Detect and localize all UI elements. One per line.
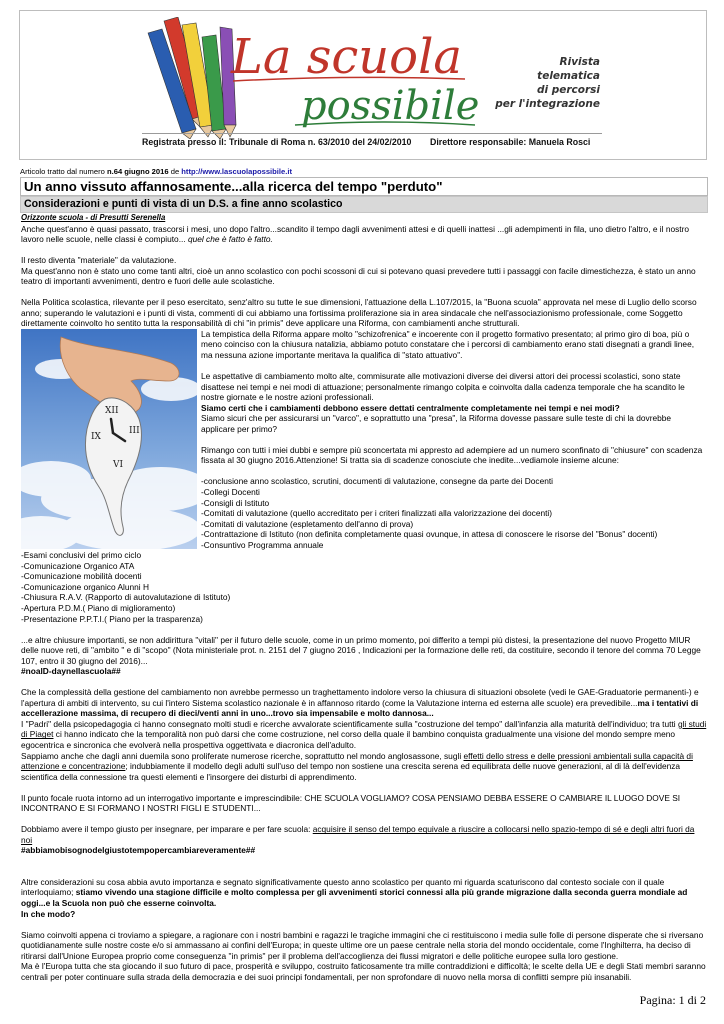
article-subtitle-bar	[20, 196, 708, 213]
logo-wordmark	[225, 15, 485, 145]
paragraph	[21, 224, 707, 245]
list-item: -Consigli di Istituto	[201, 497, 270, 508]
text: Sappiamo anche che dagli anni duemila sono proliferate numerose ricerche, soprattutto nel mondo anglosassone, sugli	[21, 750, 464, 761]
article-body	[21, 213, 707, 982]
list-item: -Comitati di valutazione (quello accreditato per i criteri finalizzati alla valorizzazione dei docenti)	[201, 508, 553, 519]
masthead-divider	[142, 133, 602, 134]
logo-line1: La scuola	[231, 29, 463, 85]
text-italic: quel che è fatto è fatto.	[187, 234, 273, 245]
svg-text:VI: VI	[113, 459, 124, 470]
paragraph	[21, 687, 707, 719]
paragraph	[21, 824, 707, 845]
list-item: -Comunicazione mobilità docenti	[21, 571, 142, 582]
paragraph: Rimango con tutti i miei dubbi e sempre più sconcertata mi appresto ad adempiere ad un numero sconfinato di "chiusure" con scadenza fissata al 30 giugno 2016.Attenzione! Si tratta sia di scadenze conosciute che inedite...vediamole insieme alcune:	[201, 444, 703, 466]
article-author: Orizzonte scuola - di Presutti Serenella	[21, 213, 166, 222]
hashtag: #abbiamobisognodelgiustotempopercambiareveramente##	[21, 845, 256, 856]
source-mid: de	[170, 167, 180, 176]
article-subtitle: Considerazioni e punti di vista di un D.S. a fine anno scolastico	[24, 198, 343, 210]
paragraph-bold: In che modo?	[21, 908, 76, 919]
source-line	[20, 167, 292, 176]
list-item: -Esami conclusivi del primo ciclo	[21, 550, 142, 561]
director-text: Direttore responsabile: Manuela Rosci	[430, 137, 591, 147]
list-item: -Contrattazione di Istituto (non definita completamente quasi ovunque, in attesa di conoscere le risorse del "Bonus" docenti)	[201, 529, 658, 540]
text: ci hanno indicato che la temporalità non può darsi che come costruzione, nel corso della quale il bambino conquista gradualmente una visione del mondo sempre meno egocentrica e sincronica che evolverà nella prospettiva oggettivata e diacronica dell'adulto.	[21, 729, 676, 751]
source-prefix: Articolo tratto dal numero	[20, 167, 105, 176]
list-item: -Presentazione P.P.T.I.( Piano per la trasparenza)	[21, 613, 203, 624]
paragraph	[21, 877, 707, 909]
paragraph: ...e altre chiusure importanti, se non addirittura "vitali" per il futuro delle scuole, come in un primo momento, poi differito a tempi più distesi, la presentazione del nuovo Progetto MIUR delle nuove reti, di "ambito " e di "scopo" (Nota ministeriale prot. n. 2151 del 7 giugno 2016 , Indicazioni per la formazione delle reti, da costituire, secondo il tenore del comma 70 Legge 107, entro il 30 giugno del 2016)...	[21, 634, 701, 666]
subtitle-line: Rivista	[559, 56, 600, 68]
paragraph: Il resto diventa "materiale" da valutazione.	[21, 255, 177, 266]
paragraph: Siamo coinvolti appena ci troviamo a spiegare, a ragionare con i nostri bambini e ragazzi le tragiche immagini che ci restituiscono i media sulle folle di persone disperate che si riversano quotidianamente sulle nostre coste e/o si ammassano ai confini dell'Europa; in queste ultime ore un paese centrale nella storia del mondo occidentale, come l'Inghilterra, ha deciso di ritirarsi dall'Unione Europea proprio come conseguenza "in primis" per il problema dell'accoglienza dei flussi migratori e delle politiche europee sulla loro gestione.	[21, 929, 704, 961]
text: Anche quest'anno è quasi passato, trascorsi i mesi, uno dopo l'altro...scandito il tempo dagli avvenimenti attesi e di quelli inattesi ...gli adempimenti in fila, uno dietro l'altro, e il nostro lavoro nelle scuole, nelle classi è compiuto...	[21, 223, 690, 245]
source-link[interactable]: http://www.lascuolapossibile.it	[181, 167, 292, 176]
melting-clock-image	[21, 329, 197, 549]
paragraph	[21, 751, 707, 783]
logo-line2: possibile	[301, 83, 480, 129]
text: I "Padri" della psicopedagogia ci hanno consegnato molti studi e ricerche avvalorate scientificamente sulla "costruzione del tempo" dall'infanzia alla maturità dell'individuo; tra tutti	[21, 718, 678, 729]
text: Dobbiamo avere il tempo giusto per insegnare, per imparare e per fare scuola:	[21, 824, 313, 835]
list-item: -Comitati di valutazione (espletamento dell'anno di prova)	[201, 518, 414, 529]
paragraph: La tempistica della Riforma appare molto "schizofrenica" e incoerente con il progetto formativo presentato; al primo giro di boa, più o meno coinciso con la chiusura natalizia, abbiamo potuto constatare che i percorsi di cambiamento erano stati disegnati a grandi linee, ma nessuna azione importante meritava la qualifica di "stato attuativo".	[201, 328, 695, 361]
source-issue: n.64 giugno 2016	[106, 167, 169, 176]
svg-text:XII: XII	[105, 405, 119, 416]
list-item: -Comunicazione organico Alunni H	[21, 581, 150, 592]
time-sense-link[interactable]: acquisire il senso del tempo equivale a riuscire a collocarsi nello spazio-tempo di sé e degli altri fuori da noi	[21, 824, 695, 845]
subtitle-line: telematica	[537, 70, 600, 82]
list-item: -Apertura P.D.M.( Piano di miglioramento)	[21, 603, 176, 613]
list-item: -conclusione anno scolastico, scrutini, documenti di valutazione, consegne da parte dei Docenti	[201, 476, 554, 487]
hashtag: #noalD-daynellascuola##	[21, 666, 121, 677]
text: ; indubbiamente il modello degli adulti sull'uso del tempo non sostiene una crescita serena ed equilibrata delle nuove generazioni, al di là dell'evidenza scientifica della connessione tra questi elementi e l'insorgere dei disturbi di apprendimento.	[21, 761, 681, 782]
paragraph-bold: Siamo certi che i cambiamenti debbono essere dettati centralmente completamente nei tempi e nei modi?	[201, 402, 620, 413]
list-item: -Consuntivo Programma annuale	[201, 539, 324, 550]
list-item: -Collegi Docenti	[201, 486, 260, 497]
list-item: -Chiusura R.A.V. (Rapporto di autovalutazione di Istituto)	[21, 592, 231, 603]
svg-text:IX: IX	[91, 431, 101, 442]
subtitle-line: per l'integrazione	[495, 98, 600, 110]
stress-research-link[interactable]: effetti dello stress e delle pressioni ambientali sulla capacità di attenzione e concentrazione	[21, 750, 693, 772]
text-bold: stiamo vivendo una stagione difficile e molto complessa per gli avvenimenti storici connessi alla più grande migrazione dalla seconda guerra mondiale ad oggi...e la Scuola non può che esserne coinvolta.	[21, 887, 688, 909]
paragraph	[21, 719, 707, 751]
piaget-link[interactable]: gli studi di Piaget	[21, 718, 707, 740]
page-counter: Pagina: 1 di 2	[639, 993, 706, 1007]
paragraph: Il punto focale ruota intorno ad un interrogativo importante e imprescindibile: CHE SCUOLA VOGLIAMO? COSA PENSIAMO DEBBA ESSERE O CAMBIARE IL LUOGO DOVE SI INCONTRANO E SI FORMANO I NOSTRI FIGLI E STUDENTI...	[21, 792, 681, 814]
paragraph: Siamo sicuri che per assicurarsi un "varco", e soprattutto una "presa", la Riforma dovesse passare sulle teste di chi la dovrebbe applicare per primo?	[201, 413, 672, 434]
article-title-bar	[20, 177, 708, 196]
article-title: Un anno vissuto affannosamente...alla ricerca del tempo "perduto"	[24, 179, 443, 194]
text: Che la complessità della gestione del cambiamento non avrebbe permesso un traghettamento indolore verso la chiusura di situazioni obsolete (vedi le GAE-Graduatorie permanenti-) e l'apertura di ambiti di intervento, su cui l'intero Sistema scolastico nazionale è in affannoso ritardo (come la Valutazione interna ed esterna alle scuole) era prevedibile...	[21, 687, 699, 708]
paragraph: Ma è l'Europa tutta che sta giocando il suo futuro di pace, prosperità e sviluppo, costruito faticosamente tra mille contraddizioni e difficoltà; le scelte della UE e degli Stati membri saranno centrali per poter continuare sulla strada della democrazia e dei suoi principi fondamentali, per non sprofondare di nuovo nella morsa di conflitti sempre più insanabili.	[21, 961, 706, 982]
text: Altre considerazioni su cosa abbia avuto importanza e segnato significativamente questo anno scolastico per quanto mi riguarda scaturiscono dal contesto sociale con il quale interloquiamo;	[21, 876, 665, 898]
text-bold: ma i tentativi di accellerazione massima, di recupero di dieci/venti anni in uno...trovo sia impensabile e molto dannosa...	[21, 697, 699, 719]
paragraph: Nella Politica scolastica, rilevante per il peso esercitato, senz'altro su tutte le sue dimensioni, l'attuazione della L.107/2015, la "Buona scuola" approvata nel mese di Luglio dello scorso anno; superando le valutazioni e i punti di vista, commenti di cui abbiamo una fortissima proliferazione sia in area sindacale che nell'associazionismo professionale, come Soggetto direttamente coinvolto ho sentito tutta la responsabilità di chi "in primis" deve applicare una Riforma, con cambiamenti anche strutturali.	[21, 297, 697, 329]
masthead-subtitle	[490, 55, 600, 111]
paragraph: Ma quest'anno non è stato uno come tanti altri, cioè un anno scolastico con pochi scossoni di cui si potevano quasi prevedere tutti i passaggi con facile dimestichezza, è stato un anno teatro di importanti avvenimenti, dentro e fuori delle aule scolastiche.	[21, 265, 696, 287]
svg-text:III: III	[129, 425, 140, 436]
masthead	[19, 10, 707, 160]
paragraph: Le aspettative di cambiamento molto alte, commisurate alle motivazioni diverse dei diversi attori dei processi scolastici, sono state disattese nei tempi e nei modi di attuazione; personalmente rimango colpita e coinvolta dalla cadenza temporale che ha scandito le nostre giornate e le nostre azioni professionali.	[201, 371, 685, 403]
list-item: -Comunicazione Organico ATA	[21, 560, 135, 571]
subtitle-line: di percorsi	[536, 84, 600, 96]
registration-text: Registrata presso il: Tribunale di Roma n. 63/2010 del 24/02/2010	[142, 137, 412, 147]
